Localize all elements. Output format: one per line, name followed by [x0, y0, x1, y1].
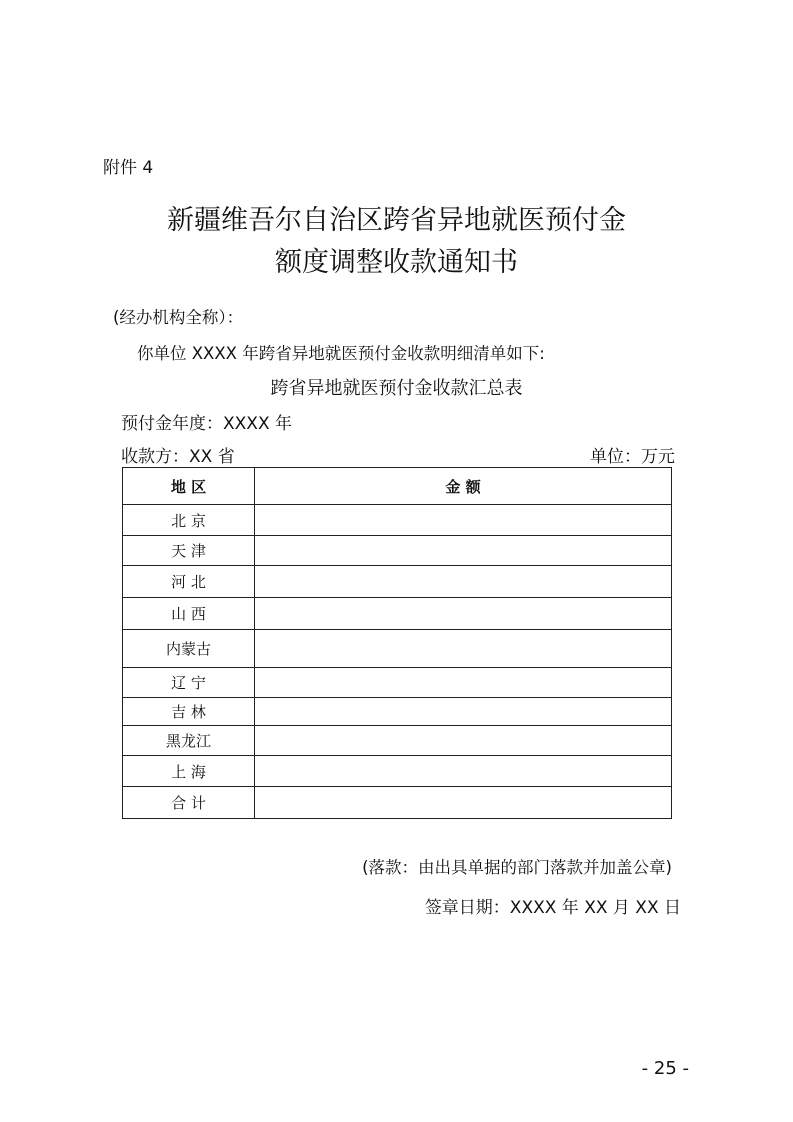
amount-cell — [255, 630, 672, 668]
amount-cell — [255, 505, 672, 536]
document-title-line2: 额度调整收款通知书 — [275, 247, 518, 278]
page-number: - 25 - — [641, 1058, 689, 1079]
attachment-label: 附件 4 — [103, 158, 154, 178]
region-cell: 黑龙江 — [123, 726, 255, 756]
table-row — [123, 668, 672, 698]
table-row — [123, 505, 672, 536]
region-cell: 河 北 — [123, 566, 255, 598]
unit-label: 单位：万元 — [590, 447, 675, 467]
amount-cell — [255, 566, 672, 598]
amount-cell — [255, 756, 672, 787]
region-cell: 山 西 — [123, 598, 255, 630]
document-title-line1: 新疆维吾尔自治区跨省异地就医预付金 — [167, 205, 626, 236]
region-cell: 内蒙古 — [123, 630, 255, 668]
table-row — [123, 787, 672, 819]
table-row — [123, 598, 672, 630]
table-row — [123, 698, 672, 726]
region-cell: 合 计 — [123, 787, 255, 819]
payee: 收款方：XX 省 — [121, 447, 235, 467]
amount-cell — [255, 536, 672, 566]
amount-cell — [255, 668, 672, 698]
table-row — [123, 756, 672, 787]
table-row — [123, 630, 672, 668]
region-cell: 吉 林 — [123, 698, 255, 726]
header-region: 地 区 — [123, 468, 255, 505]
table-title: 跨省异地就医预付金收款汇总表 — [270, 378, 523, 399]
region-cell: 北 京 — [123, 505, 255, 536]
addressee: (经办机构全称）： — [113, 308, 244, 327]
region-cell: 天 津 — [123, 536, 255, 566]
prepay-year: 预付金年度：XXXX 年 — [121, 414, 292, 434]
table-header-row — [123, 468, 672, 505]
amount-cell — [255, 787, 672, 819]
region-cell: 辽 宁 — [123, 668, 255, 698]
amount-cell — [255, 598, 672, 630]
seal-note: (落款：由出具单据的部门落款并加盖公章) — [362, 858, 672, 877]
region-cell: 上 海 — [123, 756, 255, 787]
header-amount: 金 额 — [255, 468, 672, 505]
table-row — [123, 726, 672, 756]
amount-cell — [255, 726, 672, 756]
table-row — [123, 536, 672, 566]
intro-text: 你单位 XXXX 年跨省异地就医预付金收款明细清单如下: — [137, 344, 545, 363]
amount-cell — [255, 698, 672, 726]
summary-table — [122, 467, 672, 819]
sign-date: 签章日期：XXXX 年 XX 月 XX 日 — [424, 898, 681, 918]
table-row — [123, 566, 672, 598]
